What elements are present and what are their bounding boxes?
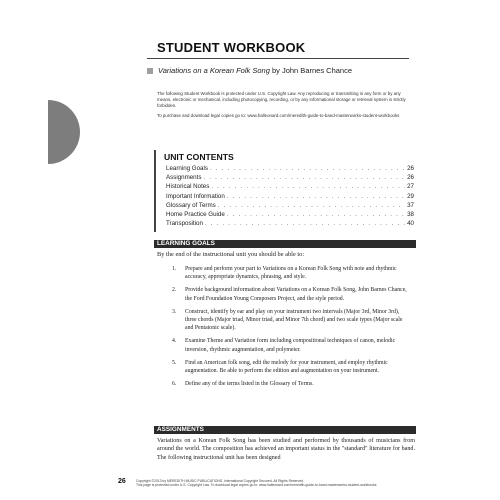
list-item <box>172 380 408 388</box>
goal-number: 3. <box>172 308 177 315</box>
page-footer <box>136 479 426 488</box>
toc-leader <box>211 183 405 190</box>
unit-contents-box <box>154 150 418 232</box>
toc-item-page: 37 <box>407 201 414 209</box>
goal-text: Find an American folk song, edit the melody for your instrument, and employ rhythmic augmentation. Be able to perform the edition and augmentation on your instrument. <box>185 359 388 375</box>
toc-item-page: 40 <box>407 220 414 228</box>
toc-item-page: 27 <box>407 183 414 191</box>
goal-text: Construct, identify by ear and play on your instrument two intervals (Major 3rd, Minor 3rd), three chords (Major triad, Minor triad, and Minor 7th chord) and two scale types (Major scale and Pentatonic scale). <box>185 308 403 332</box>
list-item <box>172 286 408 302</box>
goal-number: 6. <box>172 381 177 388</box>
toc-leader <box>227 193 405 200</box>
toc-leader <box>203 174 405 181</box>
list-item <box>172 337 408 353</box>
learning-goals-intro: By the end of the instructional unit you should be able to: <box>157 251 305 258</box>
assignments-heading: ASSIGNMENTS <box>154 426 416 434</box>
toc-item[interactable] <box>166 174 414 183</box>
goal-text: Examine Theme and Variation form including compositional techniques of canon, melodic inversion, rhythmic augmentation, and polymeter. <box>185 338 396 353</box>
learning-goals-heading: LEARNING GOALS <box>154 240 416 248</box>
footer-copyright: Copyright ©2013 by MEREDITH MUSIC PUBLICATIONS. International Copyright Secured. All Rights Reserved. <box>136 479 305 483</box>
toc-item[interactable] <box>166 211 414 220</box>
toc-leader <box>227 211 405 218</box>
footer-protection: This page is protected under U.S. Copyright Law. To download legal copies go to: www.halleonard.com/meredith-guide-to-band-masterworks-student-workbooks <box>136 483 377 488</box>
goal-text: Prepare and perform your part to Variations on a Korean Folk Song with note and rhythmic accuracy, appropriate dynamics, phrasing, and style. <box>185 266 397 281</box>
unit-contents-heading: UNIT CONTENTS <box>164 152 234 162</box>
toc-item-label: Assignments <box>166 174 202 182</box>
goal-number: 4. <box>172 338 177 345</box>
page-number: 26 <box>118 478 126 485</box>
toc-item-page: 38 <box>407 210 414 218</box>
goal-number: 2. <box>172 287 177 294</box>
page-edge-tab <box>48 100 80 164</box>
toc-leader <box>210 165 405 172</box>
toc-item[interactable] <box>166 193 414 202</box>
toc-item-label: Home Practice Guide <box>166 210 225 218</box>
composer-credit: by John Barnes Chance <box>269 66 353 75</box>
toc-item-page: 29 <box>407 192 414 200</box>
toc-item-label: Learning Goals <box>166 165 208 172</box>
copyright-text: The following Student Workbook is protected under U.S. Copyright Law. Any reproducing or transmitting in any form or by any means, electronic or mechanical, including photocopying, recording, or by any informational storage or retrieval system is strictly forbidden. <box>157 91 406 108</box>
toc-item-page: 26 <box>407 174 414 182</box>
goal-text: Define any of the terms listed in the Glossary of Terms. <box>185 381 314 388</box>
toc-item[interactable] <box>166 220 414 229</box>
learning-goals-list <box>172 265 408 393</box>
goal-number: 1. <box>172 266 177 272</box>
title-divider <box>147 58 409 59</box>
toc-item-label: Important Information <box>166 192 225 200</box>
toc-item[interactable] <box>166 202 414 211</box>
goal-number: 5. <box>172 359 177 366</box>
list-item <box>172 308 408 333</box>
toc-item-label: Glossary of Terms <box>166 201 216 209</box>
toc-item-label: Transposition <box>166 220 203 228</box>
copyright-notice <box>157 91 415 123</box>
toc-leader <box>218 202 405 209</box>
square-bullet-icon <box>147 68 153 74</box>
goal-text: Provide background information about Variations on a Korean Folk Song, John Barnes Chance, the Ford Foundation Young Composers Project, and the style period. <box>185 287 407 302</box>
piece-subtitle <box>147 66 352 75</box>
purchase-text: To purchase and download legal copies go to: www.halleonard.com/meredith-guide-to-band-masterworks-student-workbooks <box>157 113 400 118</box>
toc-item[interactable] <box>166 183 414 192</box>
piece-title: Variations on a Korean Folk Song <box>158 66 270 75</box>
assignments-text: Variations on a Korean Folk Song has been studied and performed by thousands of musicians from around the world. The composition has achieved an important status in the "standard" literature for band. The following instructional unit has been designed <box>157 438 415 461</box>
list-item <box>172 265 408 281</box>
toc-item[interactable] <box>166 165 414 174</box>
unit-contents-list <box>166 165 414 229</box>
page-title: STUDENT WORKBOOK <box>157 40 306 55</box>
toc-item-label: Historical Notes <box>166 183 210 191</box>
toc-item-page: 26 <box>407 165 414 172</box>
list-item <box>172 359 408 375</box>
toc-leader <box>205 220 405 227</box>
